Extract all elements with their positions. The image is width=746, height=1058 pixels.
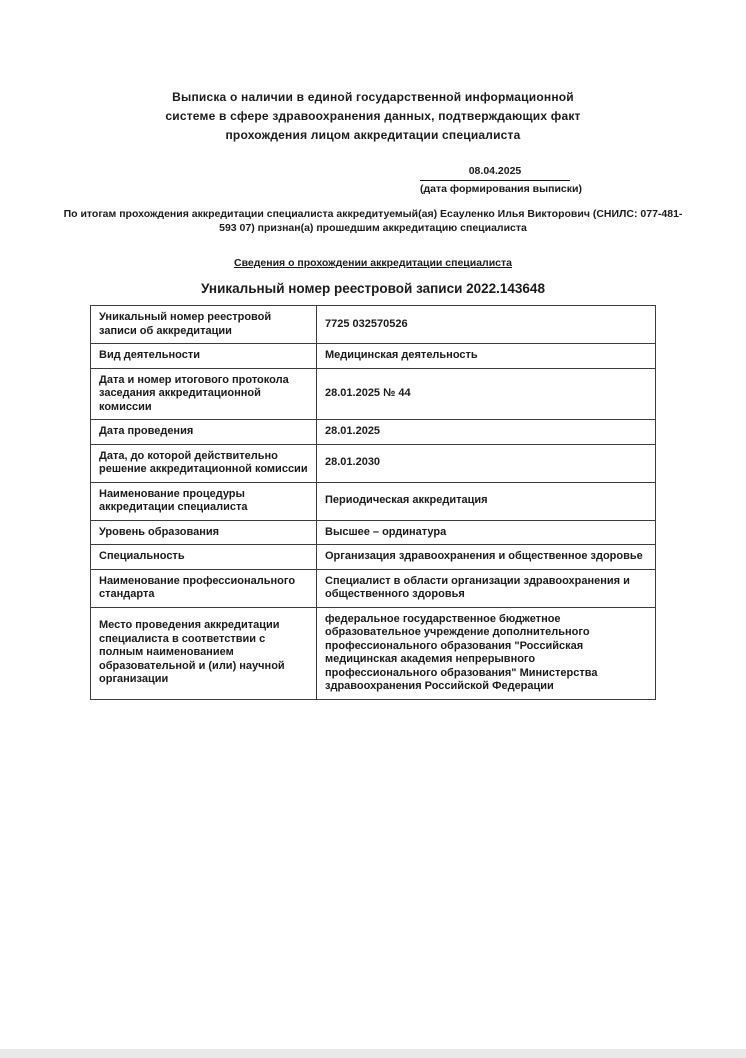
viewer-bottom-bar (0, 1049, 746, 1058)
row-label: Специальность (91, 545, 317, 570)
table-row (91, 569, 656, 607)
accreditation-summary (63, 207, 683, 235)
table-row (91, 520, 656, 545)
row-label: Дата, до которой действительно решение аккредитационной комиссии (91, 444, 317, 482)
document-title-line: прохождения лицом аккредитации специалиста (225, 128, 521, 142)
issue-date-block (420, 165, 582, 196)
registry-number-heading: Уникальный номер реестровой записи 2022.143648 (201, 281, 545, 296)
table-row (91, 444, 656, 482)
section-heading: Сведения о прохождении аккредитации специалиста (234, 257, 512, 269)
row-value: федеральное государственное бюджетное образовательное учреждение дополнительного профессионального образования "Российская медицинская академия непрерывного профессионального образования" Министерства здравоохранения Российской Федерации (317, 607, 656, 699)
table-row (91, 306, 656, 344)
row-label: Наименование профессионального стандарта (91, 569, 317, 607)
row-value: 28.01.2030 (317, 444, 656, 482)
row-value: 28.01.2025 (317, 420, 656, 445)
row-value: Специалист в области организации здравоохранения и общественного здоровья (317, 569, 656, 607)
row-value: 28.01.2025 № 44 (317, 368, 656, 420)
table-row (91, 607, 656, 699)
row-label: Уровень образования (91, 520, 317, 545)
row-label: Наименование процедуры аккредитации специалиста (91, 482, 317, 520)
document-title-line: системе в сфере здравоохранения данных, подтверждающих факт (165, 109, 581, 123)
table-row (91, 482, 656, 520)
issue-date-caption: (дата формирования выписки) (420, 183, 582, 195)
row-value: 7725 032570526 (317, 306, 656, 344)
document-title (93, 88, 653, 145)
accreditation-details-table (90, 305, 656, 700)
row-value: Организация здравоохранения и общественное здоровье (317, 545, 656, 570)
row-label: Дата и номер итогового протокола заседания аккредитационной комиссии (91, 368, 317, 420)
document-title-line: Выписка о наличии в единой государственной информационной (172, 90, 574, 104)
row-value: Высшее – ординатура (317, 520, 656, 545)
row-label: Уникальный номер реестровой записи об аккредитации (91, 306, 317, 344)
accreditation-summary-line: По итогам прохождения аккредитации специалиста аккредитуемый(ая) Есауленко Илья Викторович (СНИЛС: 077-481- (63, 208, 683, 220)
accreditation-summary-line: 593 07) признан(а) прошедшим аккредитацию специалиста (219, 222, 527, 234)
table-row (91, 368, 656, 420)
row-value: Медицинская деятельность (317, 344, 656, 369)
table-row (91, 344, 656, 369)
issue-date-value: 08.04.2025 (420, 165, 570, 181)
row-label: Место проведения аккредитации специалиста в соответствии с полным наименованием образовательной и (или) научной организации (91, 607, 317, 699)
row-label: Дата проведения (91, 420, 317, 445)
table-row (91, 420, 656, 445)
row-label: Вид деятельности (91, 344, 317, 369)
row-value: Периодическая аккредитация (317, 482, 656, 520)
table-row (91, 545, 656, 570)
